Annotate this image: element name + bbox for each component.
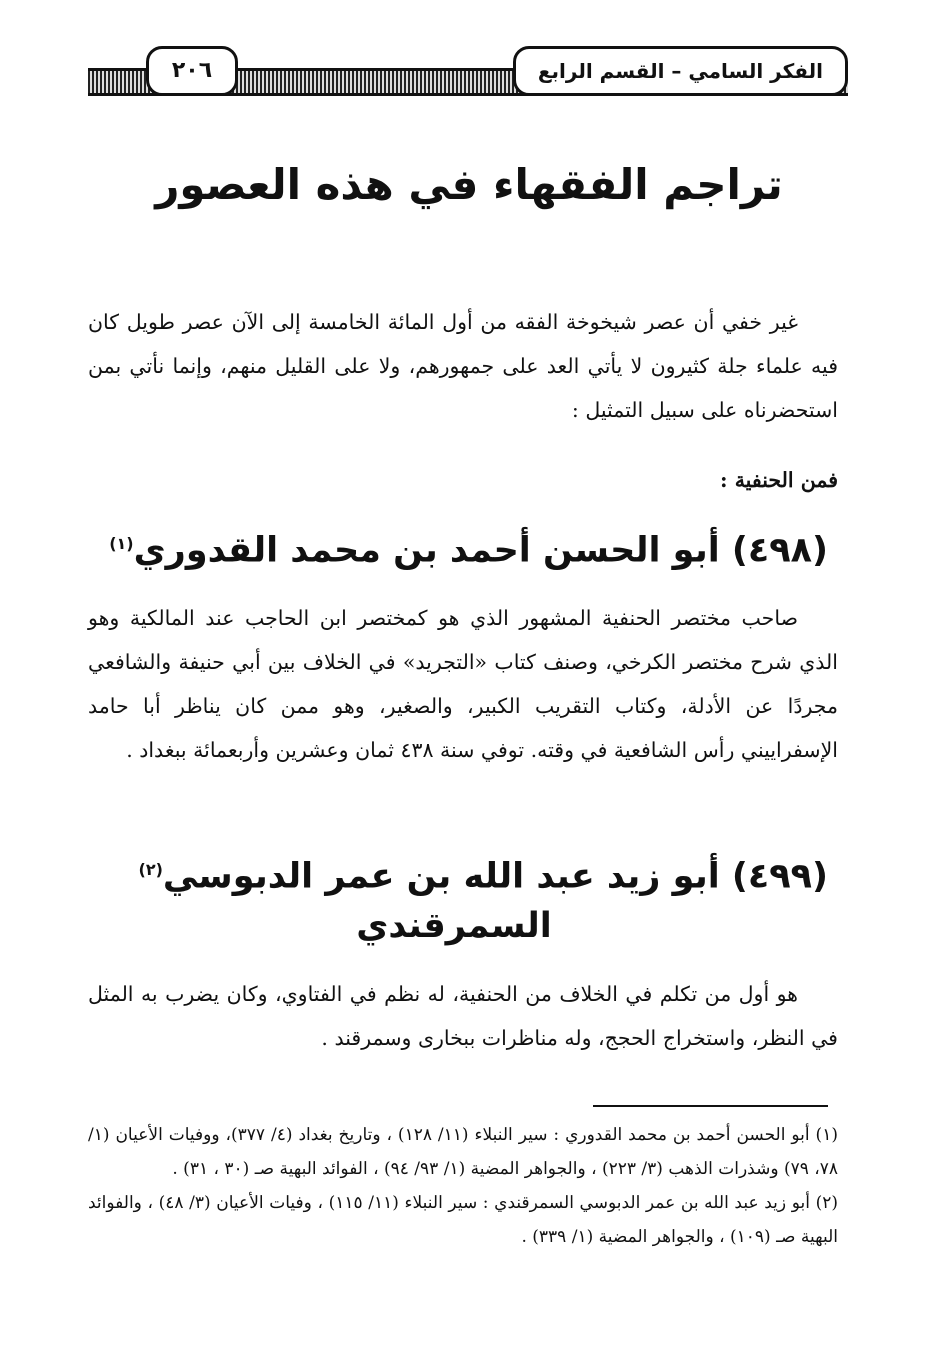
footnote-ref-1[interactable]: (١) xyxy=(109,534,134,553)
entry-body-499: هو أول من تكلم في الخلاف من الحنفية، له نظم في الفتاوي، وكان يضرب به المثل في النظر، واستخراج الحجج، وله مناظرات ببخارى وسمرقند . xyxy=(88,982,838,1050)
page-number: ٢٠٦ xyxy=(146,46,238,96)
entry-heading-499 xyxy=(80,846,828,901)
entry-heading-text: (٤٩٩) أبو زيد عبد الله بن عمر الدبوسي xyxy=(162,856,828,897)
running-title: الفكر السامي – القسم الرابع xyxy=(513,46,848,96)
footnote-separator xyxy=(593,1105,828,1107)
footnotes xyxy=(88,1118,838,1254)
footnote-ref-2[interactable]: (٢) xyxy=(138,860,163,879)
intro-paragraph: غير خفي أن عصر شيخوخة الفقه من أول المائة الخامسة إلى الآن عصر طويل كان فيه علماء جلة كثيرون لا يأتي العد على جمهورهم، ولا على القليل منهم، وإنما نأتي بمن استحضرناه على سبيل التمثيل : xyxy=(88,310,838,422)
page-header xyxy=(88,38,848,104)
footnote-2: (٢) أبو زيد عبد الله بن عمر الدبوسي السمرقندي : سير النبلاء (١١/ ١١٥) ، وفيات الأعيان (٣/ ٤٨) ، والفوائد البهية صـ (١٠٩) ، والجواهر المضية (١/ ٣٣٩) . xyxy=(88,1193,838,1247)
entry-body-498: صاحب مختصر الحنفية المشهور الذي هو كمختصر ابن الحاجب عند المالكية وهو الذي شرح مختصر الكرخي، وصنف كتاب «التجريد» في الخلاف بين أبي حنيفة والشافعي مجردًا عن الأدلة، وكتاب التقريب الكبير، والصغير، وهو ممن كان يناظر أبا حامد الإسفراييني رأس الشافعية في وقته. توفي سنة ٤٣٨ ثمان وعشرين وأربعمائة ببغداد . xyxy=(88,606,838,762)
chapter-title: تراجم الفقهاء في هذه العصور xyxy=(155,160,783,209)
entry-heading-text: (٤٩٨) أبو الحسن أحمد بن محمد القدوري xyxy=(133,530,828,571)
entry-heading-498 xyxy=(80,520,828,575)
entry-heading-499-continuation: السمرقندي xyxy=(356,906,552,946)
school-label: فمن الحنفية : xyxy=(719,468,838,492)
footnote-1: (١) أبو الحسن أحمد بن محمد القدوري : سير النبلاء (١١/ ١٢٨) ، وتاريخ بغداد (٤/ ٣٧٧)، ووفيات الأعيان (١/ ٧٨، ٧٩) وشذرات الذهب (٣/ ٢٢٣) ، والجواهر المضية (١/ ٩٣/ ٩٤) ، الفوائد البهية صـ (٣٠ ، ٣١) . xyxy=(88,1125,838,1179)
